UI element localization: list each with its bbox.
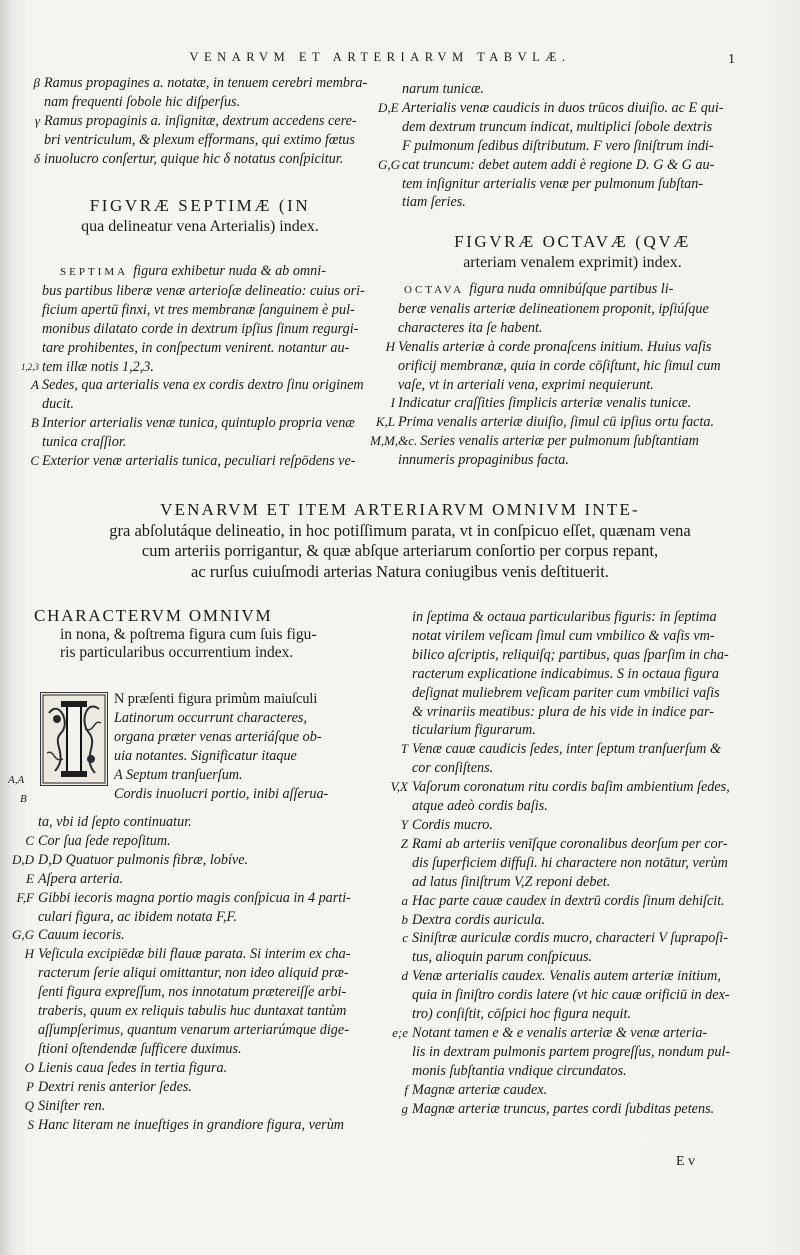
text-line <box>382 948 762 967</box>
line-text: atque adeò cordis baſis. <box>412 798 548 815</box>
text-line <box>378 193 748 212</box>
text-line <box>8 1078 380 1097</box>
line-text: tunica craſſior. <box>42 434 127 451</box>
line-marker: Y <box>400 816 408 832</box>
right-top-block <box>378 80 748 212</box>
text-line <box>8 1059 380 1078</box>
line-text: dem dextrum truncum indicat, multiplici ſobole dextris <box>402 118 713 135</box>
line-content <box>42 452 356 471</box>
text-line <box>370 451 750 470</box>
text-line <box>370 280 750 300</box>
line-marker <box>30 131 44 150</box>
line-marker <box>382 1062 412 1081</box>
line-text: Rami ab arteriis venīſque coronalibus deorſum per cor- <box>412 835 728 852</box>
line-marker: Z <box>400 835 408 851</box>
line-marker <box>370 319 398 338</box>
text-line <box>382 721 762 740</box>
line-text: Magnæ arteriæ caudex. <box>412 1081 548 1098</box>
line-text: Gibbi iecoris magna portio magis conſpicua in 4 parti- <box>38 889 351 906</box>
line-text: tus, alioquin parum conſpicuus. <box>412 949 593 966</box>
line-text: Veſicula excipiēdæ bili flauæ parata. Si interim ex cha- <box>38 946 351 963</box>
line-text: Prima venalis arteriæ diuiſio, ſimul cū ipſius ortu facta. <box>398 414 715 431</box>
line-text: Venalis arteriæ à corde pronaſcens initium. Huius vaſis <box>398 338 712 355</box>
line-marker: M,M,&c. <box>370 433 418 449</box>
line-marker: Q <box>24 1097 34 1113</box>
text-line <box>20 358 370 377</box>
text-line <box>382 703 762 722</box>
text-line <box>382 1100 762 1119</box>
line-content <box>398 413 714 432</box>
line-marker <box>378 80 402 99</box>
line-text: Exterior venæ arterialis tunica, peculiari reſpōdens ve- <box>42 453 356 470</box>
line-content <box>42 414 355 433</box>
mid-heading <box>60 500 740 582</box>
line-text: innumeris propaginibus facta. <box>398 452 569 469</box>
line-marker: I <box>390 395 395 411</box>
line-text: cor conſiſtens. <box>412 760 494 777</box>
line-text: Ramus propaginis a. inſignitæ, dextrum accedens cere- <box>44 112 357 129</box>
text-line <box>8 1040 380 1059</box>
line-marker <box>20 301 42 320</box>
line-text: dis ſuperficiem diffuſi. hi charactere non notātur, verùm <box>412 854 728 871</box>
line-marker <box>8 1002 38 1021</box>
decorated-initial-I <box>40 692 108 786</box>
text-line: Cordis inuolucri portio, inibi aſſerua- <box>114 785 329 802</box>
line-text: cat truncum: debet autem addi è regione D. G & G au- <box>402 156 715 173</box>
line-text: figura nuda omnibúſque partibus li- <box>469 281 674 297</box>
text-line <box>370 413 750 432</box>
line-marker <box>30 93 44 112</box>
text-line: N præſenti figura primùm maiuſculi <box>114 691 318 707</box>
text-line <box>20 320 370 339</box>
text-line <box>8 1097 380 1116</box>
text-line <box>370 376 750 395</box>
line-content <box>42 376 364 395</box>
line-marker: B <box>31 415 39 431</box>
text-line <box>382 665 762 684</box>
lead-caps: SEPTIMA <box>60 266 134 278</box>
text-line <box>8 813 380 832</box>
line-text: Siniſtræ auriculæ cordis mucro, characteri V ſuprapoſi- <box>412 930 728 947</box>
fig8-heading <box>395 232 750 272</box>
line-text: ficium apertū finxi, vt tres membranæ ſanguinem è pul- <box>42 301 355 318</box>
line-text: Sedes, qua arterialis vena ex cordis dextro ſinu originem <box>42 377 364 394</box>
fig8-heading-line1: FIGVRÆ OCTAVÆ (QVÆ <box>454 232 691 251</box>
line-marker: H <box>24 946 34 962</box>
line-marker <box>8 1040 38 1059</box>
line-marker: β <box>33 75 40 90</box>
line-marker: H <box>385 338 395 354</box>
line-text: Venæ cauæ caudicis ſedes, inter ſeptum tranſuerſum & <box>412 741 721 758</box>
fig8-body <box>370 280 750 470</box>
text-line <box>20 452 370 471</box>
line-content <box>42 301 355 320</box>
text-line <box>20 262 370 282</box>
line-text: quia in ſiniſtro cordis latere (vt hic cauæ orificiū in dex- <box>412 987 730 1004</box>
text-line <box>378 137 748 156</box>
line-content <box>42 320 358 339</box>
line-text: aſſumpſerimus, quantum venarum arteriarúmque dige- <box>38 1021 349 1038</box>
fig9-heading-line3: ris particularibus occurrentium index. <box>60 644 294 661</box>
line-content <box>42 262 326 282</box>
text-line <box>370 338 750 357</box>
line-text: racterum ſerie aliqui omittantur, non ideo aliquid præ- <box>38 965 349 982</box>
line-text: culari figura, ac ibidem notata F,F. <box>38 908 237 925</box>
right-bottom-block <box>382 608 762 1118</box>
text-line <box>20 376 370 395</box>
line-text: vaſe, vt in arteriali vena, exprimi nequierunt. <box>398 376 654 393</box>
line-content <box>398 394 691 413</box>
line-marker: D,E <box>378 99 399 115</box>
line-marker: A <box>31 377 39 393</box>
line-marker <box>20 433 42 452</box>
text-line <box>382 646 762 665</box>
line-marker <box>378 175 402 194</box>
line-marker: 1,2,3 <box>21 361 39 372</box>
line-marker: e;e <box>392 1024 408 1040</box>
margin-note-B: B <box>20 793 27 805</box>
line-text: Interior arterialis venæ tunica, quintuplo propria venæ <box>42 415 355 432</box>
line-content <box>398 338 711 357</box>
line-marker <box>382 1043 412 1062</box>
line-content <box>398 357 721 376</box>
line-text: narum tunicæ. <box>402 81 484 97</box>
line-marker: g <box>401 1100 408 1116</box>
line-content <box>398 280 673 300</box>
line-marker: b <box>401 911 408 927</box>
line-text: Ramus propagines a. notatæ, in tenuem cerebri membra- <box>44 75 368 91</box>
line-text: bilico aſcriptis, reliquiſq; partibus, quas ſparſim in cha- <box>412 646 729 663</box>
line-text: ad latus ſiniſtrum V,Z reponi debet. <box>412 873 611 890</box>
line-marker <box>20 320 42 339</box>
text-line <box>20 414 370 433</box>
line-marker: G,G <box>11 927 34 943</box>
line-marker: V,X <box>390 779 408 795</box>
line-text: Cauum iecoris. <box>38 927 125 944</box>
line-marker <box>8 964 38 983</box>
line-text: deſignat muliebrem veſicam pariter cum vmbilici vaſis <box>412 684 720 701</box>
line-marker <box>20 395 42 414</box>
text-line <box>378 156 748 175</box>
line-marker <box>382 1005 412 1024</box>
line-text: bus partibus liberæ venæ arterioſæ delineatio: cuius ori- <box>42 282 365 299</box>
text-line <box>382 1043 762 1062</box>
text-line <box>382 759 762 778</box>
line-marker: G,G <box>378 156 401 172</box>
line-marker: d <box>401 968 408 984</box>
text-line <box>382 892 762 911</box>
text-line <box>20 282 370 301</box>
line-marker <box>20 339 42 358</box>
text-line <box>382 967 762 986</box>
line-text: Series venalis arteriæ per pulmonum ſubſtantiam <box>420 433 699 450</box>
line-marker <box>8 813 38 832</box>
text-line <box>382 608 762 627</box>
line-text: Aſpera arteria. <box>38 870 124 887</box>
text-line <box>382 929 762 948</box>
fig9-heading-line1: CHARACTERVM OMNIVM <box>34 606 273 625</box>
line-marker <box>382 797 412 816</box>
line-content <box>42 282 365 301</box>
line-marker <box>382 721 412 740</box>
line-text: Hac parte cauæ caudex in dextrū cordis ſinum dehiſcit. <box>412 892 725 909</box>
line-text: & vrinariis meatibus: plura de his vide in indice par- <box>412 703 714 720</box>
margin-note-AA: A,A <box>8 774 25 786</box>
text-line <box>382 1005 762 1024</box>
line-text: Indicatur craſſities ſimplicis arteriæ venalis tunicæ. <box>398 395 692 412</box>
text-line <box>8 832 380 851</box>
fig9-intro <box>114 690 376 803</box>
left-top-block <box>30 74 370 169</box>
line-text: tare prohibentes, in conſpectum venirent. notantur au- <box>42 339 350 356</box>
mid-heading-line2: gra abſolutáque delineatio, in hoc potiſſimum parata, vt in conſpicuo eſſet, quænam vena <box>109 520 691 540</box>
line-text: nam frequenti ſobole hic diſperſus. <box>44 93 241 110</box>
line-text: Lienis caua ſedes in tertia figura. <box>38 1059 228 1076</box>
line-text: Magnæ arteriæ truncus, partes cordi ſubditas petens. <box>412 1100 715 1117</box>
line-text: lis in dextram pulmonis partem progreſſus, nondum pul- <box>412 1043 731 1060</box>
line-text: notat virilem veſicam ſimul cum vmbilico & vaſis vm- <box>412 627 715 644</box>
fig7-heading <box>30 196 370 236</box>
line-marker <box>382 986 412 1005</box>
text-line <box>382 873 762 892</box>
text-line <box>382 1024 762 1043</box>
line-text: Venæ arterialis caudex. Venalis autem arteriæ initium, <box>412 968 721 985</box>
line-text: Notant tamen e & e venalis arteriæ & venæ arteria- <box>412 1024 708 1041</box>
fig8-heading-line2: arteriam venalem exprimit) index. <box>463 254 682 271</box>
line-text: ta, vbi id ſepto continuatur. <box>38 814 192 830</box>
text-line <box>382 797 762 816</box>
line-marker <box>382 627 412 646</box>
line-marker: c <box>402 930 408 946</box>
line-text: Hanc literam ne inueſtiges in grandiore figura, verùm <box>38 1116 345 1133</box>
line-marker <box>20 282 42 301</box>
line-content <box>42 339 349 358</box>
line-marker: F,F <box>16 889 34 905</box>
text-line <box>378 118 748 137</box>
fig9-heading-line2: in nona, & poſtrema figura cum ſuis figu- <box>60 626 317 643</box>
text-line <box>370 319 750 338</box>
text-line <box>8 1021 380 1040</box>
text-line <box>8 870 380 889</box>
line-text: Cor ſua ſede repoſitum. <box>38 832 171 849</box>
line-text: tem illæ notis 1,2,3. <box>42 358 154 375</box>
text-line <box>8 926 380 945</box>
folio-number: 1 <box>728 52 735 67</box>
line-text: Siniſter ren. <box>38 1097 106 1114</box>
fig7-body <box>20 262 370 471</box>
line-marker <box>382 608 412 627</box>
line-content <box>398 319 542 338</box>
catchword: E v <box>676 1154 696 1169</box>
text-line <box>8 889 380 908</box>
line-text: tem inſignitur arterialis venæ per pulmonum ſubſtan- <box>402 175 704 192</box>
line-text: Dextra cordis auricula. <box>412 911 546 928</box>
text-line <box>30 93 370 112</box>
text-line <box>382 627 762 646</box>
text-line <box>382 835 762 854</box>
line-marker <box>20 262 42 282</box>
text-line <box>370 394 750 413</box>
text-line <box>30 150 370 169</box>
fig7-heading-line2: qua delineatur vena Arterialis) index. <box>81 218 319 235</box>
lead-caps: OCTAVA <box>404 284 470 296</box>
line-marker <box>382 759 412 778</box>
text-line <box>382 911 762 930</box>
line-text: characteres ita ſe habent. <box>398 319 543 336</box>
text-line <box>382 854 762 873</box>
line-text: bri ventriculum, & plexum efformans, qui extimo fœtus <box>44 131 355 148</box>
line-marker: O <box>24 1059 34 1075</box>
text-line <box>382 986 762 1005</box>
line-marker <box>8 908 38 927</box>
line-marker: C <box>25 832 34 848</box>
text-line: Latinorum occurrunt characteres, <box>114 709 307 726</box>
line-text: F pulmonum ſedibus diſtributum. F vero ſiniſtrum indi- <box>402 137 714 154</box>
text-line <box>382 740 762 759</box>
text-line <box>20 433 370 452</box>
text-line <box>8 964 380 983</box>
line-marker <box>378 137 402 156</box>
line-marker <box>378 193 402 212</box>
line-marker: f <box>404 1081 408 1097</box>
line-text: monis ſubſtantia vndique circundatos. <box>412 1062 627 1079</box>
text-line: uia notantes. Significatur itaque <box>114 747 297 764</box>
line-marker <box>370 357 398 376</box>
text-line <box>8 945 380 964</box>
line-marker: a <box>401 892 408 908</box>
line-text: monibus dilatato corde in dextrum ipſius ſinum regurgi- <box>42 320 359 337</box>
text-line <box>370 357 750 376</box>
line-text: Arterialis venæ caudicis in duos trūcos diuiſio. ac E qui- <box>402 99 724 116</box>
line-content <box>420 432 699 451</box>
text-line <box>20 301 370 320</box>
text-line <box>8 1002 380 1021</box>
text-line <box>30 74 370 93</box>
text-line <box>382 1062 762 1081</box>
text-line <box>8 1116 380 1135</box>
line-text: ducit. <box>42 396 74 413</box>
mid-heading-line3: cum arteriis porrigantur, & quæ abſque arteriarum conſortio per corpus repant, <box>141 541 659 560</box>
line-marker <box>382 948 412 967</box>
line-marker <box>382 703 412 722</box>
mid-heading-line4: ac rurſus cuiuſmodi arterias Natura coniugibus venis deſtituerit. <box>191 561 609 581</box>
text-line: A Septum tranſuerſum. <box>114 766 243 783</box>
line-text: tiam ſeries. <box>402 194 466 211</box>
text-line: organa præter venas arteriáſque ob- <box>114 728 322 745</box>
line-marker <box>382 873 412 892</box>
mid-heading-line1: VENARVM ET ITEM ARTERIARVM OMNIVM INTE- <box>160 500 640 519</box>
text-line <box>382 684 762 703</box>
line-marker <box>370 451 398 470</box>
line-text: orificij membranæ, quia in corde cōſiſtunt, hic ſimul cum <box>398 357 721 374</box>
text-line <box>30 112 370 131</box>
line-text: traberis, quum ex reliquis tabulis huc duntaxat tantùm <box>38 1003 347 1020</box>
text-line <box>382 816 762 835</box>
line-marker <box>378 118 402 137</box>
text-line <box>30 131 370 150</box>
line-content <box>42 358 154 377</box>
line-marker <box>8 983 38 1002</box>
line-marker <box>370 280 398 300</box>
line-text: inuolucro conſertur, quique hic δ notatus conſpicitur. <box>44 150 344 167</box>
text-line <box>370 432 750 451</box>
fig9-items <box>8 813 380 1134</box>
text-line <box>378 99 748 118</box>
text-line <box>8 983 380 1002</box>
text-line <box>20 339 370 358</box>
text-line <box>370 300 750 319</box>
line-marker: E <box>26 870 34 886</box>
line-text: Vaſorum coronatum ritu cordis baſim ambientium ſedes, <box>412 779 730 796</box>
line-text: ticularium figurarum. <box>412 722 536 739</box>
text-line <box>378 80 748 99</box>
line-marker <box>382 646 412 665</box>
text-line <box>20 395 370 414</box>
line-text: D,D Quatuor pulmonis fibræ, lobíve. <box>38 851 249 868</box>
line-content <box>398 376 654 395</box>
line-content <box>42 433 126 452</box>
line-text: ſtioni oſtendendæ ſufficere duximus. <box>38 1040 242 1057</box>
fig7-heading-line1: FIGVRÆ SEPTIMÆ (IN <box>89 196 311 215</box>
line-marker: δ <box>33 150 40 166</box>
ornament-icon <box>41 693 107 785</box>
line-marker: γ <box>34 112 40 128</box>
line-marker <box>8 1021 38 1040</box>
line-marker: K,L <box>375 414 395 430</box>
line-text: Dextri renis anterior ſedes. <box>38 1078 192 1095</box>
line-marker <box>382 665 412 684</box>
line-marker: C <box>30 453 39 469</box>
line-text: Cordis mucro. <box>412 816 493 833</box>
line-text: ſenti figura expreſſum, nos innotatum prætereiſſe arbi- <box>38 984 347 1001</box>
line-text: racterum explicatione indicabimus. S in octaua figura <box>412 665 719 682</box>
line-content <box>398 451 569 470</box>
line-text: beræ venalis arteriæ delineationem proponit, ipſiúſque <box>398 300 709 317</box>
line-marker: D,D <box>11 851 34 867</box>
line-text: tro) conſiſtit, cōſpici hoc figura nequit. <box>412 1006 631 1023</box>
line-marker <box>370 376 398 395</box>
line-text: in ſeptima & octaua particularibus figuris: in ſeptima <box>412 609 717 625</box>
text-line <box>382 778 762 797</box>
line-content <box>42 395 74 414</box>
text-line <box>8 908 380 927</box>
line-marker: S <box>27 1116 34 1132</box>
line-content <box>398 300 709 319</box>
text-line <box>378 175 748 194</box>
line-marker <box>370 300 398 319</box>
line-text: figura exhibetur nuda & ab omni- <box>133 263 326 279</box>
text-line <box>382 1081 762 1100</box>
line-marker: P <box>26 1078 34 1094</box>
line-marker <box>382 854 412 873</box>
line-marker <box>382 684 412 703</box>
text-line <box>8 851 380 870</box>
running-head: VENARVM ET ARTERIARVM TABVLÆ. <box>189 50 571 64</box>
fig9-heading <box>30 606 370 662</box>
line-marker: T <box>400 741 408 757</box>
